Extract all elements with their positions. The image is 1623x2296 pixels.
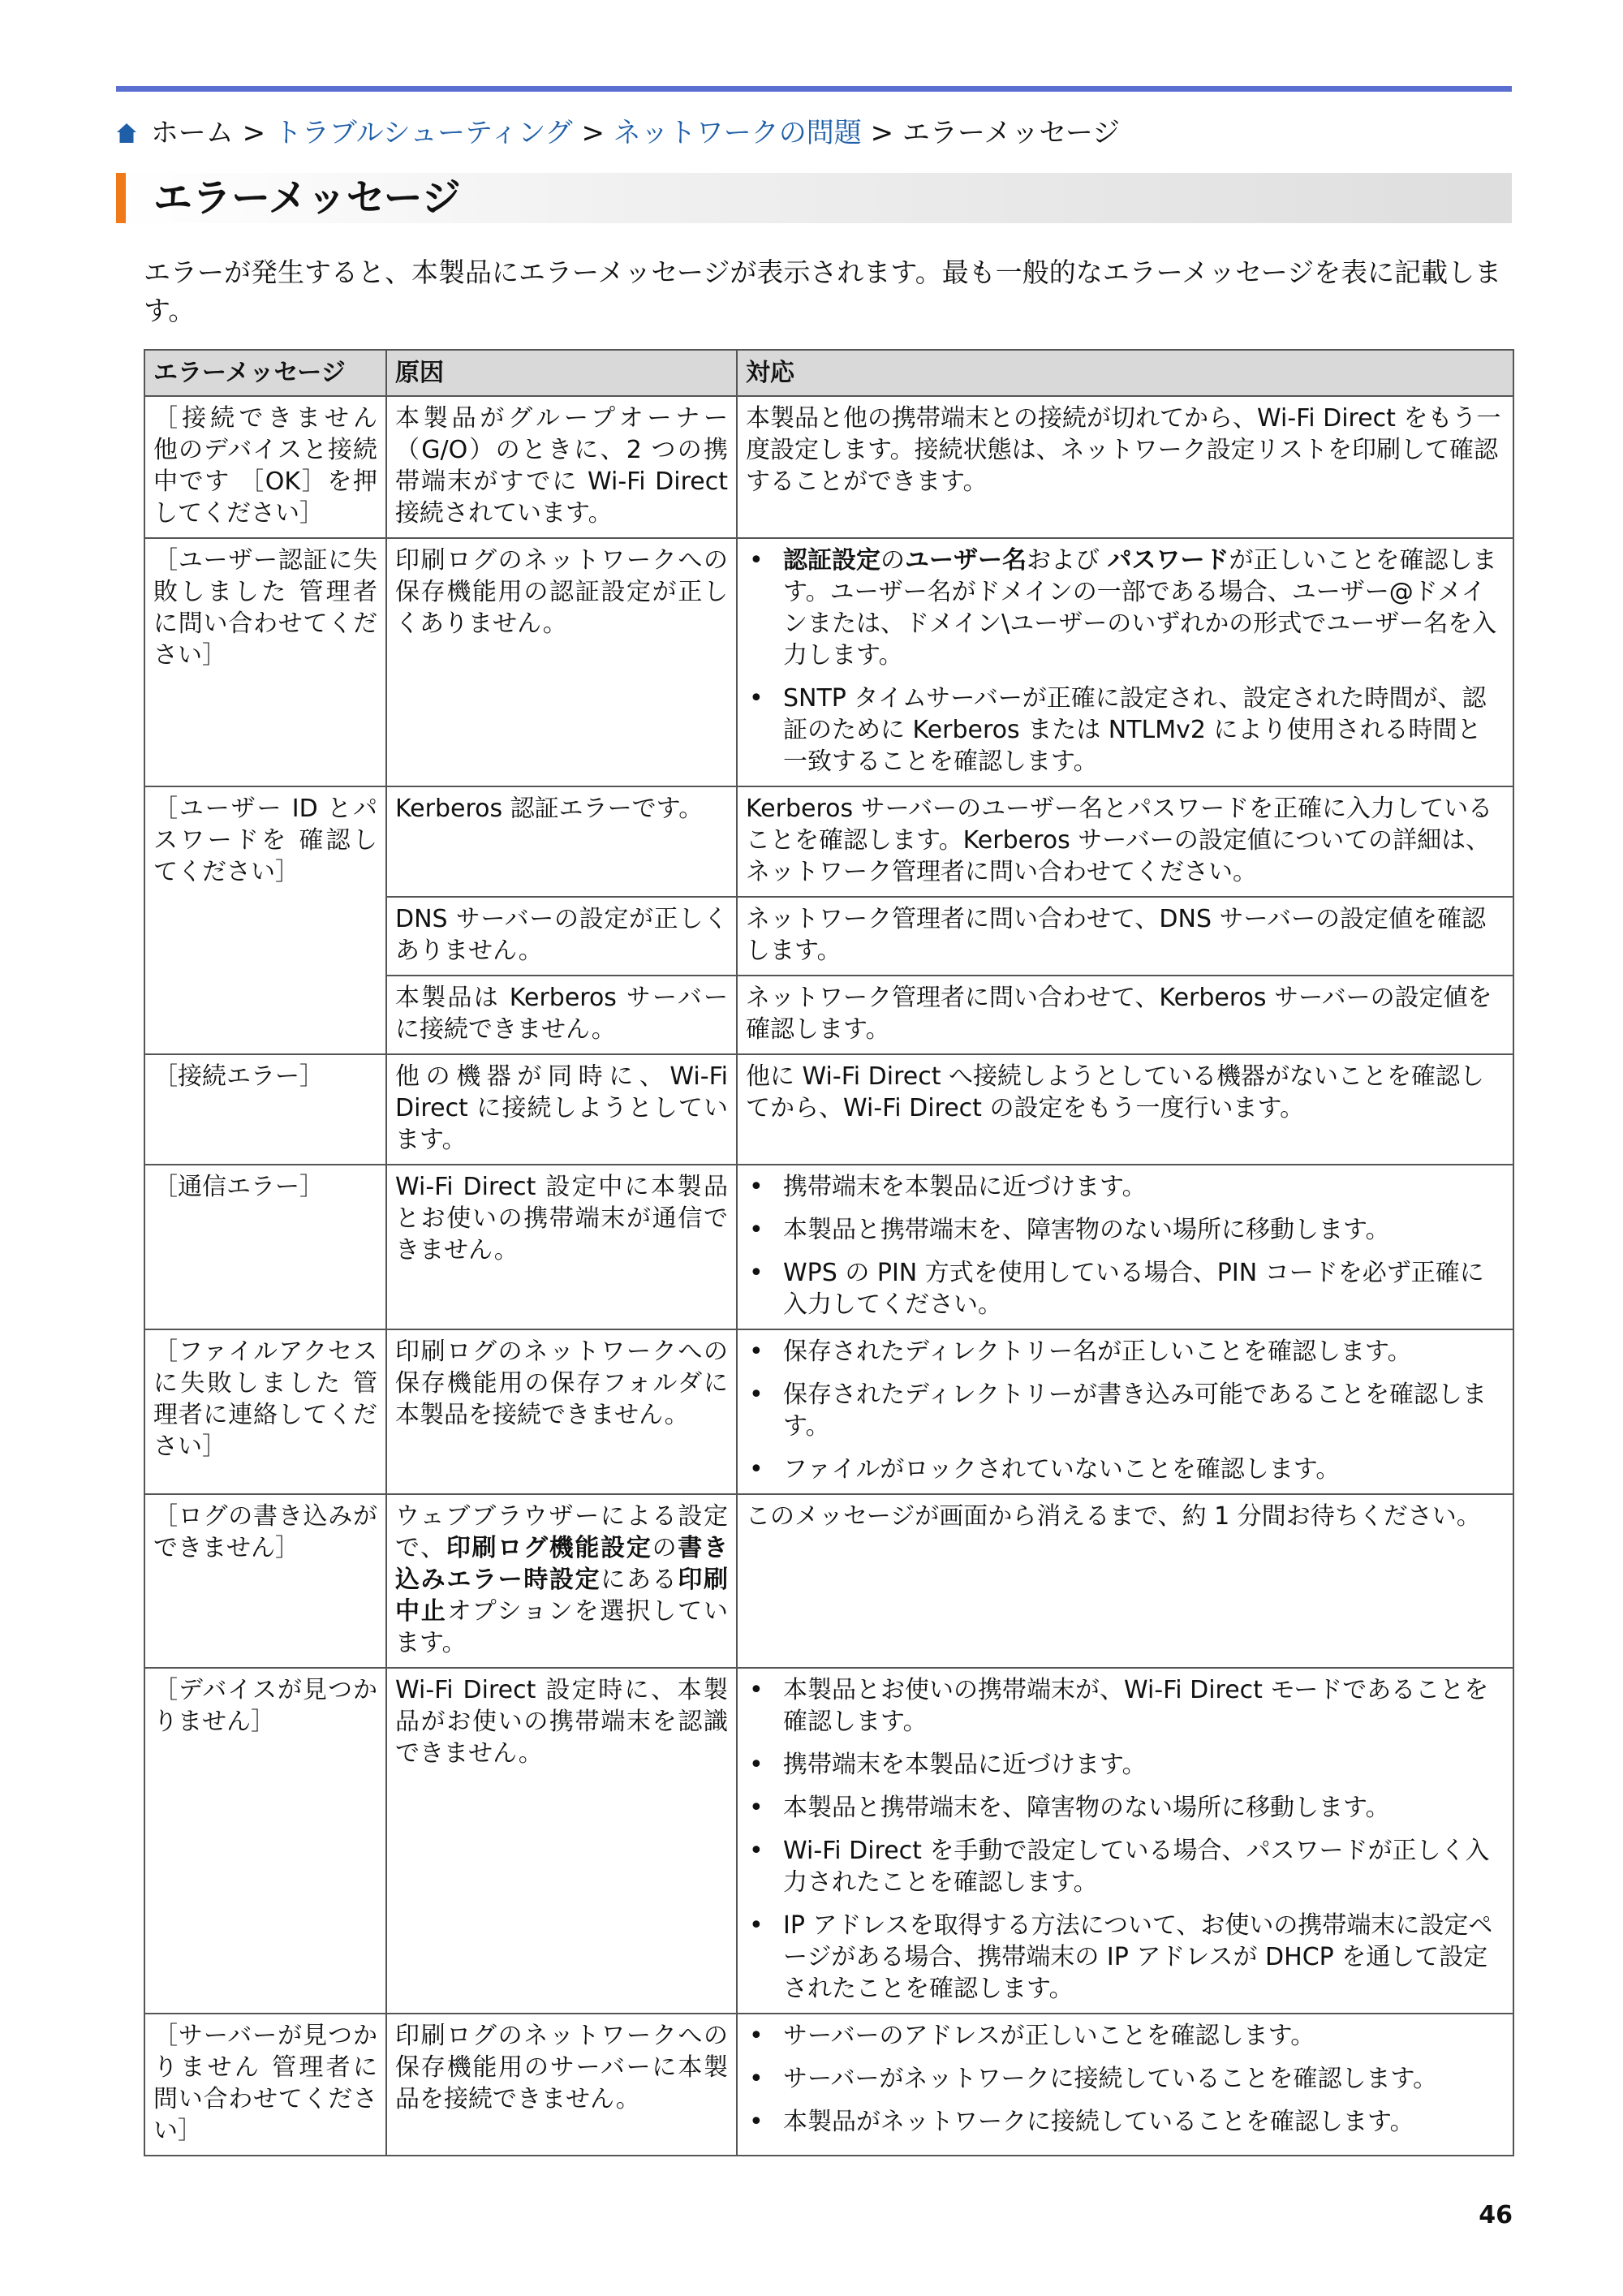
action-list [746,545,1505,778]
text-run: にある [601,1566,678,1594]
error-message-table [144,349,1514,2156]
action-list [746,1171,1505,1320]
breadcrumb [116,115,1120,151]
error-message-cell: ［ファイルアクセスに失敗しました 管理者に連絡してください］ [144,1329,386,1494]
cause-cell: DNS サーバーの設定が正しくありません。 [386,897,737,976]
title-accent-bar [116,173,126,223]
action-list-item: • 保存されたディレクトリー名が正しいことを確認します。 [746,1336,1505,1368]
action-list-item: • 本製品とお使いの携帯端末が、Wi-Fi Direct モードであることを確認します。 [746,1674,1505,1738]
ui-term: 書き込みエラー時設定 [395,1534,729,1594]
text-run: オプションを選択しています。 [395,1597,728,1657]
action-list [746,1674,1505,2005]
page-title: エラーメッセージ [153,175,461,221]
action-list [746,2020,1505,2138]
cause-cell [386,1494,737,1668]
error-message-cell: ［通信エラー］ [144,1165,386,1329]
page-title-bar [116,173,1512,223]
action-list-item: • 保存されたディレクトリーが書き込み可能であることを確認します。 [746,1379,1505,1442]
cause-cell: 印刷ログのネットワークへの保存機能用の保存フォルダに本製品を接続できません。 [386,1329,737,1494]
action-cell [737,2014,1513,2156]
breadcrumb-separator: > [242,117,266,149]
ui-term: パスワード [1107,546,1229,575]
column-header-action: 対応 [737,350,1513,396]
action-list-item: • 本製品と携帯端末を、障害物のない場所に移動します。 [746,1214,1505,1246]
intro-paragraph: エラーが発生すると、本製品にエラーメッセージが表示されます。最も一般的なエラーメッセージを表に記載します。 [144,256,1502,326]
action-cell: このメッセージが画面から消えるまで、約 1 分間お待ちください。 [737,1494,1513,1668]
action-list-item: • Wi-Fi Direct を手動で設定している場合、パスワードが正しく入力されたことを確認します。 [746,1835,1505,1898]
cause-cell: 本製品は Kerberos サーバーに接続できません。 [386,976,737,1054]
error-message-cell: ［ログの書き込みができません］ [144,1494,386,1668]
error-message-cell: ［デバイスが見つかりません］ [144,1668,386,2014]
action-list-item: • SNTP タイムサーバーが正確に設定され、設定された時間が、認証のために Kerberos または NTLMv2 により使用される時間と一致することを確認します。 [746,683,1505,778]
cause-cell: Wi-Fi Direct 設定中に本製品とお使いの携帯端末が通信できません。 [386,1165,737,1329]
home-icon[interactable] [116,123,137,144]
action-list-item: • サーバーのアドレスが正しいことを確認します。 [746,2020,1505,2052]
ui-term: ユーザー名 [905,546,1027,575]
action-cell [737,538,1513,786]
text-run: の [880,546,905,575]
table-row [144,1329,1513,1494]
breadcrumb-link-troubleshooting[interactable]: トラブルシューティング [273,117,573,149]
cause-cell: 本製品がグループオーナー（G/O）のときに、2 つの携帯端末がすでに Wi-Fi Direct 接続されています。 [386,396,737,538]
cause-cell: 他の機器が同時に、Wi-Fi Direct に接続しようとしています。 [386,1054,737,1165]
breadcrumb-home[interactable]: ホーム [150,117,234,149]
action-cell: ネットワーク管理者に問い合わせて、DNS サーバーの設定値を確認します。 [737,897,1513,976]
column-header-cause: 原因 [386,350,737,396]
error-message-cell: ［ユーザー認証に失敗しました 管理者に問い合わせてください］ [144,538,386,786]
text-run: が正しいことを確認します。ユーザー名がドメインの一部である場合、ユーザー@ドメインまたは、ドメイン\ユーザーのいずれかの形式でユーザー名を入力します。 [783,546,1497,670]
action-list-item: • サーバーがネットワークに接続していることを確認します。 [746,2063,1505,2095]
table-row [144,538,1513,786]
action-list-item [746,545,1505,671]
text-run: の [652,1534,678,1562]
action-cell: 本製品と他の携帯端末との接続が切れてから、Wi-Fi Direct をもう一度設定します。接続状態は、ネットワーク設定リストを印刷して確認することができます。 [737,396,1513,538]
table-row [144,2014,1513,2156]
breadcrumb-separator: > [870,117,894,149]
action-cell: 他に Wi-Fi Direct へ接続しようとしている機器がないことを確認してから、Wi-Fi Direct の設定をもう一度行います。 [737,1054,1513,1165]
page-number: 46 [1479,2201,1513,2229]
error-message-cell: ［ユーザー ID とパスワードを 確認してください］ [144,786,386,1054]
text-run: ウェブブラウザーによる設定で、 [395,1502,728,1562]
action-list-item: • 携帯端末を本製品に近づけます。 [746,1171,1505,1203]
error-message-cell: ［接続エラー］ [144,1054,386,1165]
table-row [144,1668,1513,2014]
action-list-item: • IP アドレスを取得する方法について、お使いの携帯端末に設定ページがある場合、携帯端末の IP アドレスが DHCP を通して設定されたことを確認します。 [746,1910,1505,2005]
ui-term: 印刷中止 [395,1566,729,1626]
cause-cell: 印刷ログのネットワークへの保存機能用のサーバーに本製品を接続できません。 [386,2014,737,2156]
ui-term: 印刷ログ機能設定 [446,1534,652,1562]
action-cell [737,1668,1513,2014]
cause-cell: Wi-Fi Direct 設定時に、本製品がお使いの携帯端末を認識できません。 [386,1668,737,2014]
top-rule [116,86,1512,92]
error-message-cell: ［サーバーが見つかりません 管理者に問い合わせてください］ [144,2014,386,2156]
text-run: および [1027,546,1108,575]
action-list-item: • 携帯端末を本製品に近づけます。 [746,1749,1505,1781]
breadcrumb-separator: > [581,117,605,149]
action-list-item: • 本製品と携帯端末を、障害物のない場所に移動します。 [746,1792,1505,1824]
breadcrumb-current: エラーメッセージ [902,117,1121,149]
breadcrumb-link-network-problems[interactable]: ネットワークの問題 [613,117,862,149]
action-list [746,1336,1505,1485]
table-row [144,1165,1513,1329]
action-cell [737,1329,1513,1494]
action-cell [737,1165,1513,1329]
action-list-item: • ファイルがロックされていないことを確認します。 [746,1454,1505,1485]
cause-cell: Kerberos 認証エラーです。 [386,786,737,897]
table-header-row [144,350,1513,396]
cause-cell: 印刷ログのネットワークへの保存機能用の認証設定が正しくありません。 [386,538,737,786]
ui-term: 認証設定 [783,546,880,575]
table-row [144,1494,1513,1668]
table-row [144,786,1513,897]
action-list-item: • WPS の PIN 方式を使用している場合、PIN コードを必ず正確に入力してください。 [746,1257,1505,1320]
table-row [144,1054,1513,1165]
column-header-message: エラーメッセージ [144,350,386,396]
action-cell: Kerberos サーバーのユーザー名とパスワードを正確に入力していることを確認します。Kerberos サーバーの設定値についての詳細は、ネットワーク管理者に問い合わせてください。 [737,786,1513,897]
action-cell: ネットワーク管理者に問い合わせて、Kerberos サーバーの設定値を確認します。 [737,976,1513,1054]
error-message-cell: ［接続できません 他のデバイスと接続中です ［OK］を押してください］ [144,396,386,538]
table-row [144,396,1513,538]
action-list-item: • 本製品がネットワークに接続していることを確認します。 [746,2106,1505,2138]
